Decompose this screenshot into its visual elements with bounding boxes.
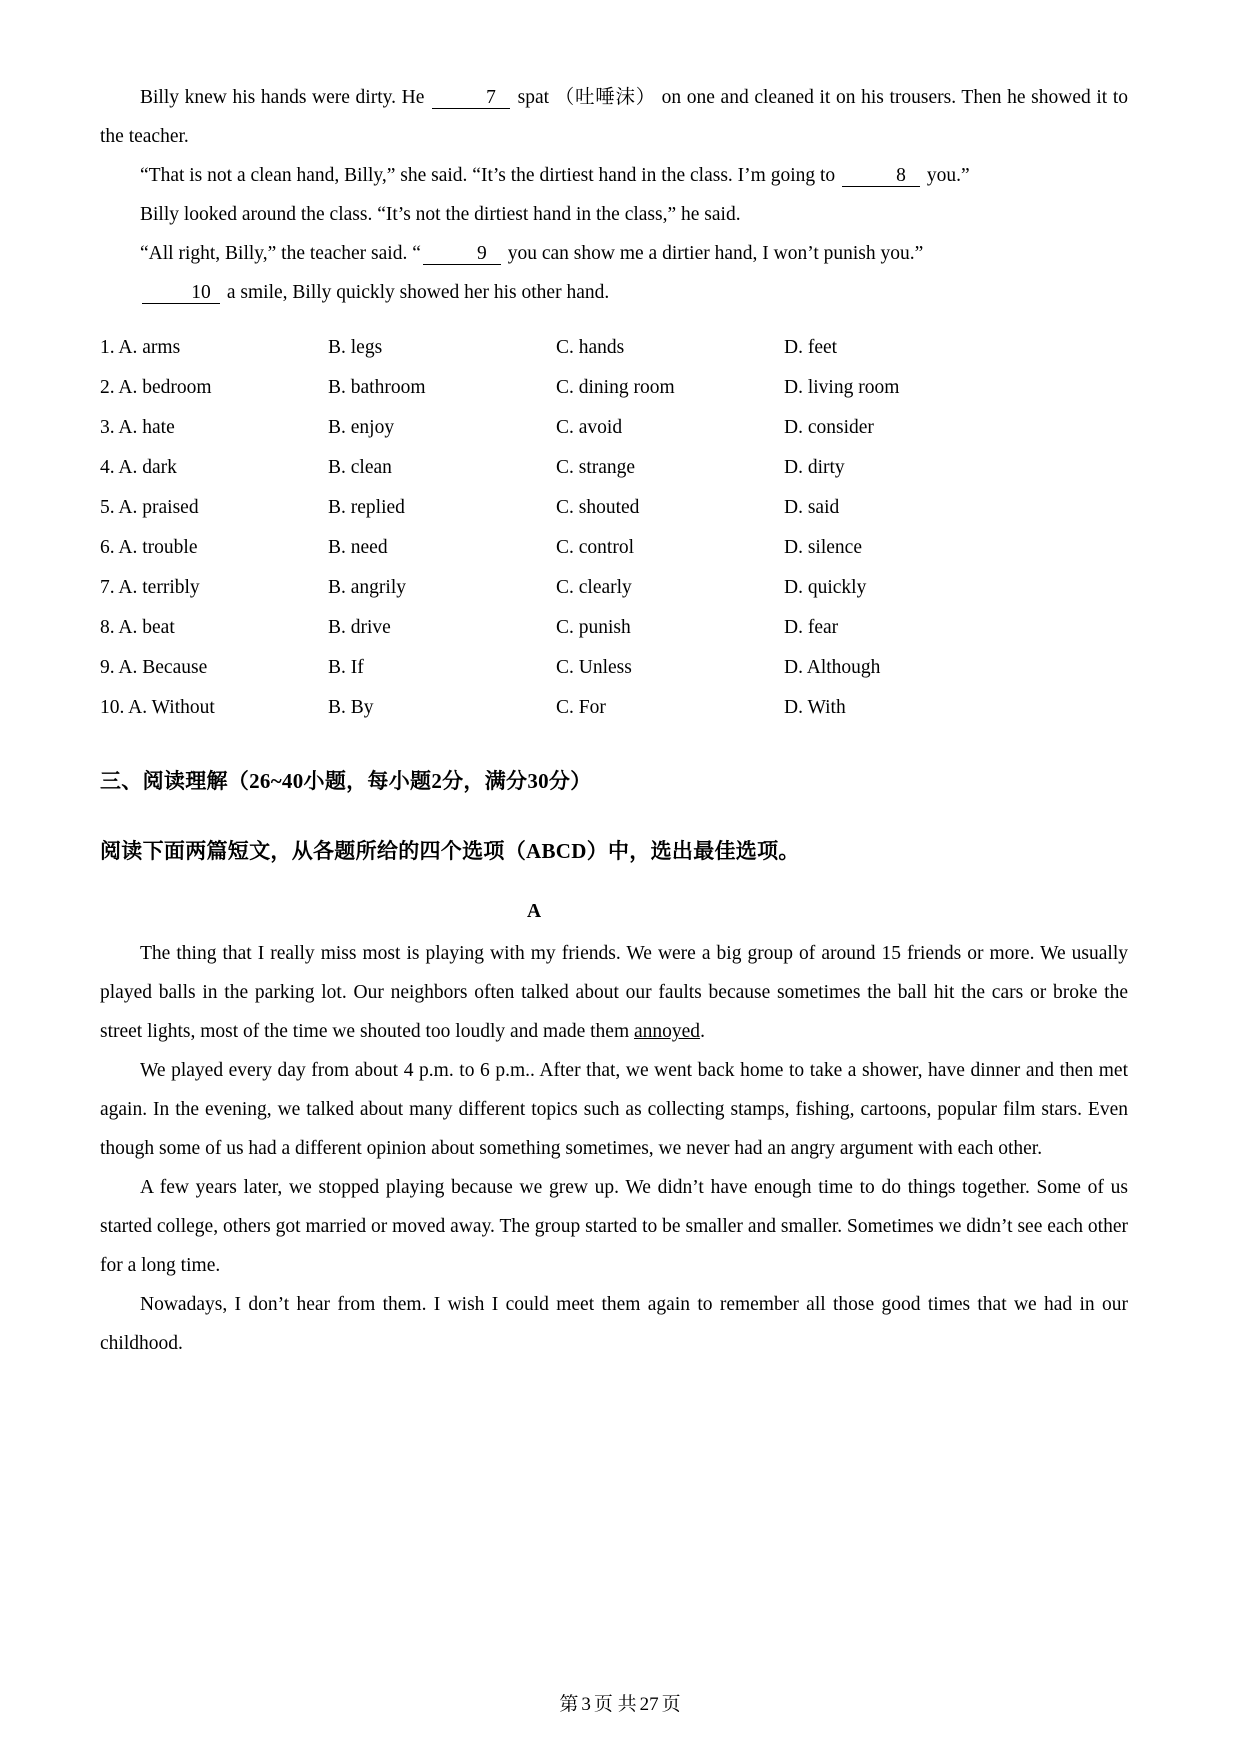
option-choice-a[interactable]: 3. A. hate	[100, 417, 175, 438]
option-row	[100, 608, 1128, 648]
cloze-text: “That is not a clean hand, Billy,” she said. “It’s the dirtiest hand in the class. I’m going to	[140, 165, 841, 186]
option-choice-b[interactable]: B. legs	[328, 337, 383, 358]
option-choice-d[interactable]: D. said	[784, 497, 840, 518]
option-row	[100, 688, 1128, 728]
answer-blank-8[interactable]: 8	[842, 166, 920, 187]
option-row	[100, 448, 1128, 488]
option-choice-c[interactable]: C. shouted	[556, 497, 640, 518]
cloze-text: “All right, Billy,” the teacher said. “	[140, 243, 421, 264]
option-choice-b[interactable]: B. need	[328, 537, 388, 558]
option-choice-b[interactable]: B. drive	[328, 617, 391, 638]
option-choice-c[interactable]: C. control	[556, 537, 634, 558]
passage-paragraph	[100, 1051, 1128, 1168]
footer-total-pages: 27	[639, 1694, 659, 1715]
footer-current-page: 3	[581, 1694, 591, 1715]
section-instruction-reading: 阅读下面两篇短文，从各题所给的四个选项（ABCD）中，选出最佳选项。	[100, 839, 800, 863]
option-choice-d[interactable]: D. With	[784, 697, 846, 718]
passage-text: A few years later, we stopped playing because we grew up. We didn’t have enough time to do things together. Some of us started college, others got married or moved away. The group started to be smaller and smaller. Sometimes we didn’t see each other for a long time.	[100, 1177, 1128, 1276]
option-choice-a[interactable]: 5. A. praised	[100, 497, 199, 518]
option-choice-c[interactable]: C. punish	[556, 617, 631, 638]
cloze-text: a smile, Billy quickly showed her his other hand.	[222, 282, 610, 303]
cloze-text: you.”	[922, 165, 970, 186]
option-choice-d[interactable]: D. quickly	[784, 577, 867, 598]
option-choice-a[interactable]: 2. A. bedroom	[100, 377, 212, 398]
option-choice-c[interactable]: C. strange	[556, 457, 636, 478]
option-row	[100, 408, 1128, 448]
option-choice-b[interactable]: B. By	[328, 697, 374, 718]
passage-text: We played every day from about 4 p.m. to 6 p.m.. After that, we went back home to take a shower, have dinner and then met again. In the evening, we talked about many different topics such as collecting stamps, fishing, cartoons, popular film stars. Even though some of us had a different opinion about something sometimes, we never had an angry argument with each other.	[100, 1060, 1128, 1159]
footer-middle: 页 共	[593, 1694, 637, 1715]
cloze-text: Billy looked around the class. “It’s not the dirtiest hand in the class,” he said.	[140, 204, 741, 225]
reading-passage-a	[100, 934, 1128, 1363]
cloze-passage	[100, 78, 1128, 312]
option-choice-b[interactable]: B. bathroom	[328, 377, 426, 398]
underlined-word: annoyed	[634, 1021, 701, 1042]
answer-blank-7[interactable]: 7	[432, 88, 510, 109]
option-choice-c[interactable]: C. Unless	[556, 657, 632, 678]
passage-text: Nowadays, I don’t hear from them. I wish I could meet them again to remember all those good times that we had in our childhood.	[100, 1294, 1128, 1354]
option-choice-a[interactable]: 7. A. terribly	[100, 577, 200, 598]
option-choice-c[interactable]: C. hands	[556, 337, 625, 358]
option-row	[100, 648, 1128, 688]
option-choice-a[interactable]: 9. A. Because	[100, 657, 208, 678]
passage-text: .	[700, 1021, 705, 1042]
option-choice-d[interactable]: D. feet	[784, 337, 838, 358]
option-choice-d[interactable]: D. silence	[784, 537, 862, 558]
option-choice-a[interactable]: 6. A. trouble	[100, 537, 198, 558]
option-choice-b[interactable]: B. replied	[328, 497, 405, 518]
cloze-paragraph	[100, 195, 1128, 234]
cloze-paragraph	[100, 234, 1128, 273]
option-choice-a[interactable]: 8. A. beat	[100, 617, 175, 638]
option-choice-d[interactable]: D. consider	[784, 417, 874, 438]
cloze-paragraph	[100, 78, 1128, 156]
answer-blank-9[interactable]: 9	[423, 244, 501, 265]
option-row	[100, 488, 1128, 528]
passage-text: The thing that I really miss most is playing with my friends. We were a big group of around 15 friends or more. We usually played balls in the parking lot. Our neighbors often talked about our faults because sometimes the ball hit the cars or broke the street lights, most of the time we shouted too loudly and made them	[100, 943, 1128, 1042]
option-choice-d[interactable]: D. dirty	[784, 457, 845, 478]
passage-paragraph	[100, 1285, 1128, 1363]
option-row	[100, 568, 1128, 608]
option-row	[100, 328, 1128, 368]
option-choice-c[interactable]: C. dining room	[556, 377, 675, 398]
option-choice-d[interactable]: D. fear	[784, 617, 839, 638]
option-row	[100, 368, 1128, 408]
cloze-text: you can show me a dirtier hand, I won’t punish you.”	[502, 243, 924, 264]
option-choice-a[interactable]: 4. A. dark	[100, 457, 177, 478]
page-footer	[0, 1689, 1240, 1716]
option-choice-b[interactable]: B. enjoy	[328, 417, 395, 438]
option-choice-c[interactable]: C. For	[556, 697, 606, 718]
option-choice-b[interactable]: B. clean	[328, 457, 392, 478]
option-choice-b[interactable]: B. angrily	[328, 577, 406, 598]
option-row	[100, 528, 1128, 568]
cloze-text: spat （吐唾沫） on one and cleaned it on his trousers. Then he showed it to the teacher.	[100, 87, 1128, 147]
passage-paragraph	[100, 934, 1128, 1051]
option-choice-a[interactable]: 1. A. arms	[100, 337, 181, 358]
option-choice-b[interactable]: B. If	[328, 657, 364, 678]
option-choice-d[interactable]: D. Although	[784, 657, 881, 678]
cloze-text: Billy knew his hands were dirty. He	[140, 87, 431, 108]
footer-suffix: 页	[661, 1694, 681, 1715]
option-choice-d[interactable]: D. living room	[784, 377, 900, 398]
cloze-paragraph	[100, 156, 1128, 195]
passage-paragraph	[100, 1168, 1128, 1285]
cloze-options-list	[100, 328, 1128, 728]
footer-prefix: 第	[559, 1694, 579, 1715]
answer-blank-10[interactable]: 10	[142, 283, 220, 304]
section-heading-reading: 三、阅读理解（26~40小题，每小题2分，满分30分）	[100, 769, 592, 793]
passage-label-a: A	[526, 901, 542, 922]
option-choice-c[interactable]: C. clearly	[556, 577, 632, 598]
cloze-paragraph	[100, 273, 1128, 312]
option-choice-a[interactable]: 10. A. Without	[100, 697, 215, 718]
option-choice-c[interactable]: C. avoid	[556, 417, 623, 438]
